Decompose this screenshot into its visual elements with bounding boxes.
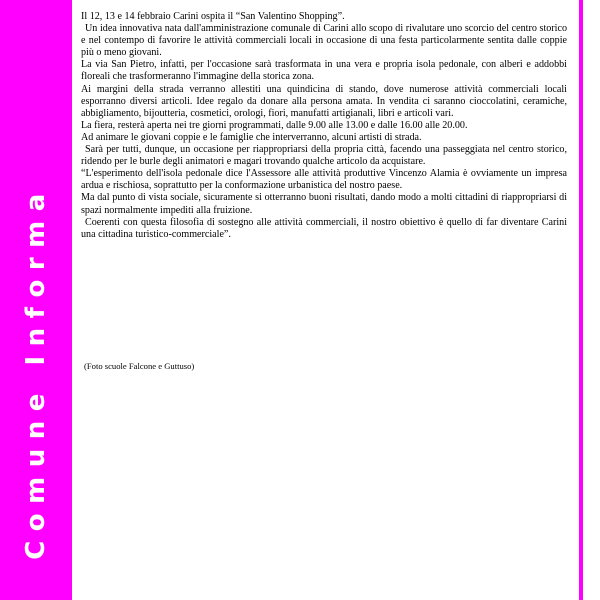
article-paragraph: La via San Pietro, infatti, per l'occasione sarà trasformata in una vera e propria isola pedonale, con alberi e addobbi floreali che trasformeranno l'immagine della storica zona. (81, 59, 567, 83)
vertical-title: Comune Informa (21, 184, 51, 560)
article-paragraph: Ma dal punto di vista sociale, sicuramente si otterranno buoni risultati, dando modo a molti cittadini di riappropriarsi di spazi normalmente impediti alla fruizione. (81, 192, 567, 216)
article-paragraph: “L'esperimento dell'isola pedonale dice l'Assessore alle attività produttive Vincenzo Alamia è ovviamente un impresa ardua e rischiosa, soprattutto per la conformazione urbanistica del nostro paese. (81, 168, 567, 192)
article-body (81, 11, 567, 241)
article-paragraph: Ad animare le giovani coppie e le famiglie che interverranno, alcuni artisti di strada. (81, 131, 422, 143)
article-paragraph: Sarà per tutti, dunque, un occasione per riappropriarsi della propria città, facendo una passeggiata nel centro storico, ridendo per le burle degli animatori e magari trovando qualche articolo da acquistare. (81, 144, 567, 168)
article-paragraph: Coerenti con questa filosofia di sostegno alle attività commerciali, il nostro obiettivo è quello di far diventare Carini una cittadina turistico-commerciale”. (81, 216, 567, 240)
article-paragraph: Il 12, 13 e 14 febbraio Carini ospita il “San Valentino Shopping”. (81, 11, 345, 22)
right-border-rule (579, 0, 583, 600)
photo-caption: (Foto scuole Falcone e Guttuso) (84, 361, 195, 371)
article-paragraph: Ai margini della strada verranno allestiti una quindicina di stando, dove numerose attività commerciali locali esporranno diversi articoli. Idee regalo da donare alla persona amata. In vendita ci saranno cioccolatini, ceramiche, abbigliamento, bijoutteria, cosmetici, orologi, fiori, manufatti artigianali, libri e articoli vari. (81, 83, 567, 119)
article-paragraph: Un idea innovativa nata dall'amministrazione comunale di Carini allo scopo di rivalutare uno scorcio del centro storico e nel contempo di favorire le attività commerciali locali in occasione di una festa particolarmente sentita dalle coppie più o meno giovani. (81, 23, 567, 59)
article-paragraph: La fiera, resterà aperta nei tre giorni programmati, dalle 9.00 alle 13.00 e dalle 16.00 alle 20.00. (81, 119, 468, 131)
sidebar-band (0, 0, 72, 600)
